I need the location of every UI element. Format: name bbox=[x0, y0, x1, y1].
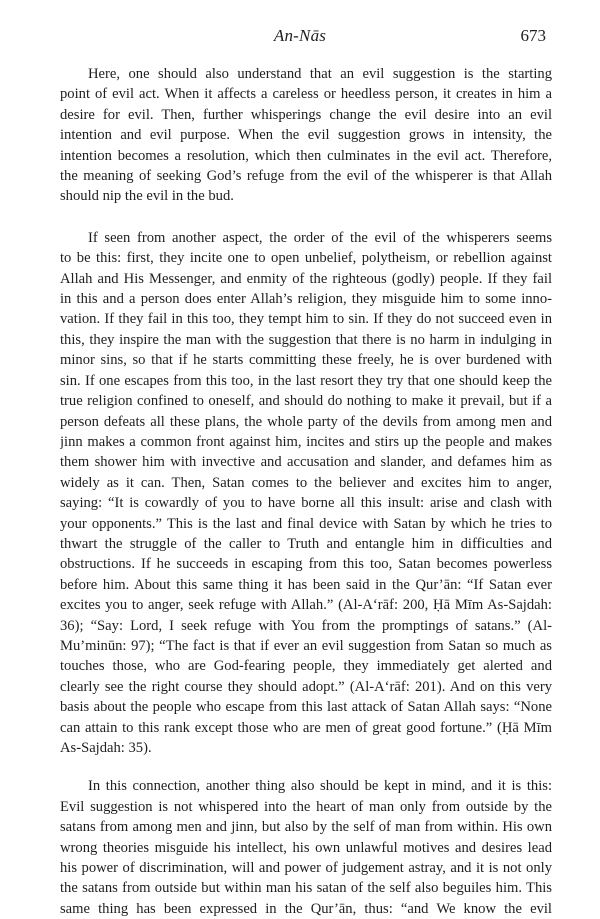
text-line: jinn makes a common front against him, incites and stirs up the people and makes bbox=[60, 433, 552, 450]
text-line: this, they inspire the man with the suggestion that there is no harm in indulging in bbox=[60, 331, 552, 348]
text-line: If seen from another aspect, the order of the evil of the whisperers seems bbox=[88, 229, 552, 246]
page-header bbox=[0, 26, 600, 50]
text-line: his power of discrimination, will and power of judgement astray, and it is not only bbox=[60, 860, 552, 877]
text-line: person defeats all these plans, the whole party of the devils from among men and bbox=[60, 413, 552, 430]
text-line: obstructions. If he succeeds in escaping from this too, Satan becomes powerless bbox=[60, 556, 552, 573]
body-text bbox=[60, 64, 552, 919]
paragraph-2 bbox=[60, 228, 552, 759]
text-line: can attain to this rank except those who are men of great good fortune.” (Ḥā Mīm bbox=[60, 719, 552, 736]
text-line: should nip the evil in the bud. bbox=[60, 188, 234, 205]
text-line: saying: “It is cowardly of you to have borne all this insult: arise and clash with bbox=[60, 495, 552, 512]
text-line: Here, one should also understand that an evil suggestion is the starting bbox=[88, 66, 552, 82]
text-line: basis about the people who escape from this last attack of Satan Allah says: “None bbox=[60, 699, 552, 716]
text-line: widely as it can. Then, Satan comes to the believer and excites him to anger, bbox=[60, 474, 552, 491]
text-line: vation. If they fail in this too, they tempt him to sin. If they do not succeed even in bbox=[60, 311, 552, 328]
text-line: in this and a person does enter Allah’s religion, they misguide him to some inno- bbox=[60, 291, 552, 308]
running-head: An-Nās bbox=[273, 26, 327, 45]
text-line: excites you to anger, seek refuge with Allah.” (Al-A‘rāf: 200, Ḥā Mīm As-Sajdah: bbox=[60, 597, 552, 614]
text-line: touches those, who are God-fearing people, they immediately get alerted and bbox=[60, 658, 552, 675]
text-line: the satans from outside but within man his satan of the self also beguiles him. This bbox=[60, 880, 552, 897]
text-line: the meaning of seeking God’s refuge from the evil of the whisperer is that Allah bbox=[60, 168, 552, 185]
text-line: before him. About this same thing it has been said in the Qur’ān: “If Satan ever bbox=[60, 576, 552, 593]
text-line: wrong theories misguide his intellect, his own unlawful motives and desires lead bbox=[60, 839, 552, 856]
text-line: 36); “Say: Lord, I seek refuge with You from the promptings of satans.” (Al- bbox=[60, 617, 552, 634]
text-line: intention becomes a resolution, which then culminates in the evil act. Therefore, bbox=[60, 147, 552, 164]
text-line: Mu’minūn: 97); “The fact is that if ever an evil suggestion from Satan so much as bbox=[60, 637, 552, 654]
text-line: In this connection, another thing also should be kept in mind, and it is this: bbox=[88, 778, 552, 795]
text-line: thwart the struggle of the caller to Truth and entangle him in difficulties and bbox=[60, 535, 552, 552]
text-line: sin. If one escapes from this too, in the last resort they try that one should keep the bbox=[60, 372, 552, 389]
text-line: clearly see the right course they should adopt.” (Al-A‘rāf: 201). And on this very bbox=[60, 678, 552, 695]
text-line: intention and evil purpose. When the evil suggestion grows in intensity, the bbox=[60, 127, 552, 144]
page-number: 673 bbox=[520, 26, 546, 45]
text-line: desire for evil. Then, further whisperings change the evil desire into an evil bbox=[60, 106, 552, 123]
text-line: same thing has been expressed in the Qur’ān, thus: “and We know the evil bbox=[60, 900, 552, 917]
text-line: As-Sajdah: 35). bbox=[60, 740, 152, 756]
paragraph-1 bbox=[60, 64, 552, 207]
text-line: your opponents.” This is the last and final device with Satan by which he tries to bbox=[60, 515, 552, 532]
paragraph-3 bbox=[60, 776, 552, 919]
text-line: them shower him with invective and accusation and slander, and defames him as bbox=[60, 454, 552, 471]
text-line: Allah and His Messenger, and enmity of the righteous (godly) people. If they fail bbox=[60, 270, 552, 287]
text-line: point of evil act. When it affects a careless or heedless person, it creates in him a bbox=[60, 86, 552, 103]
text-line: to be this: first, they incite one to open unbelief, polytheism, or rebellion against bbox=[60, 250, 552, 267]
text-line: true religion confined to oneself, and should do nothing to make it prevail, but if a bbox=[60, 393, 552, 410]
text-line: Evil suggestion is not whispered into the heart of man only from outside by the bbox=[60, 798, 552, 815]
text-line: minor sins, so that if he starts committing these freely, he is over burdened with bbox=[60, 352, 552, 369]
text-line: satans from among men and jinn, but also by the self of man from within. His own bbox=[60, 819, 552, 836]
